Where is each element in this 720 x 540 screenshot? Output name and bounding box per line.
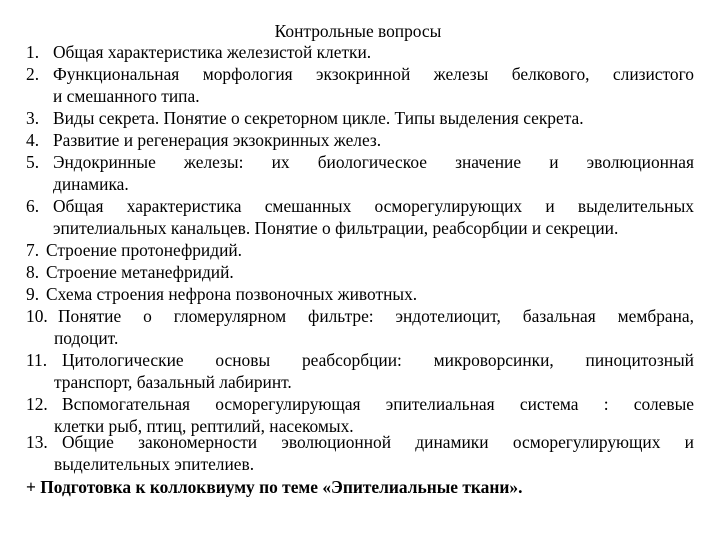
- question-number: 3.: [26, 108, 40, 128]
- title-text: Контрольные вопросы: [274, 21, 442, 41]
- question-3: [26, 108, 694, 130]
- question-10: [26, 306, 694, 350]
- question-number: 12.: [26, 394, 48, 414]
- question-text: Схема строения нефрона позвоночных животных.: [46, 284, 418, 304]
- question-text: Виды секрета. Понятие о секреторном цикле. Типы выделения секрета.: [53, 108, 584, 128]
- question-2: [26, 64, 694, 108]
- question-text: Цитологические основы реабсорбции: микроворсинки, пиноцитозный: [62, 350, 694, 370]
- question-8: [26, 262, 694, 284]
- question-text: Общая характеристика смешанных осморегулирующих и выделительных: [53, 196, 694, 216]
- question-number: 10.: [26, 306, 48, 326]
- question-13: [26, 432, 694, 476]
- question-text-continued: эпителиальных канальцев. Понятие о фильтрации, реабсорбции и секреции.: [53, 217, 619, 238]
- question-text: Развитие и регенерация экзокринных желез.: [53, 130, 382, 150]
- question-5: [26, 152, 694, 196]
- question-number: 13.: [26, 432, 48, 452]
- question-number: 11.: [26, 350, 48, 370]
- question-text: Строение протонефридий.: [46, 240, 243, 260]
- colloquium-note: + Подготовка к коллоквиуму по теме «Эпителиальные ткани».: [26, 477, 523, 497]
- question-text: Функциональная морфология экзокринной железы белкового, слизистого: [53, 64, 694, 84]
- question-number: 6.: [26, 196, 40, 216]
- question-number: 9.: [26, 284, 40, 304]
- question-text-continued: клетки рыб, птиц, рептилий, насекомых.: [54, 415, 354, 436]
- question-9: [26, 284, 694, 306]
- question-number: 8.: [26, 262, 40, 282]
- question-4: [26, 130, 694, 152]
- question-text-continued: и смешанного типа.: [53, 85, 200, 106]
- question-text: Понятие о гломерулярном фильтре: эндотелиоцит, базальная мембрана,: [58, 306, 694, 326]
- question-text: Общая характеристика железистой клетки.: [53, 42, 372, 62]
- question-6: [26, 196, 694, 240]
- question-text-continued: транспорт, базальный лабиринт.: [54, 371, 292, 392]
- question-number: 5.: [26, 152, 40, 172]
- question-number: 1.: [26, 42, 40, 62]
- question-11: [26, 350, 694, 394]
- question-text-continued: динамика.: [53, 173, 129, 194]
- question-number: 4.: [26, 130, 40, 150]
- question-number: 2.: [26, 64, 40, 84]
- question-number: 7.: [26, 240, 40, 260]
- question-text: Общие закономерности эволюционной динамики осморегулирующих и: [62, 432, 694, 452]
- question-text: Вспомогательная осморегулирующая эпителиальная система : солевые: [62, 394, 694, 414]
- question-text: Эндокринные железы: их биологическое значение и эволюционная: [53, 152, 694, 172]
- page-title: [0, 20, 720, 42]
- question-7: [26, 240, 694, 262]
- question-1: [26, 42, 694, 64]
- question-text: Строение метанефридий.: [46, 262, 234, 282]
- question-text-continued: выделительных эпителиев.: [54, 453, 255, 474]
- question-text-continued: подоцит.: [54, 327, 119, 348]
